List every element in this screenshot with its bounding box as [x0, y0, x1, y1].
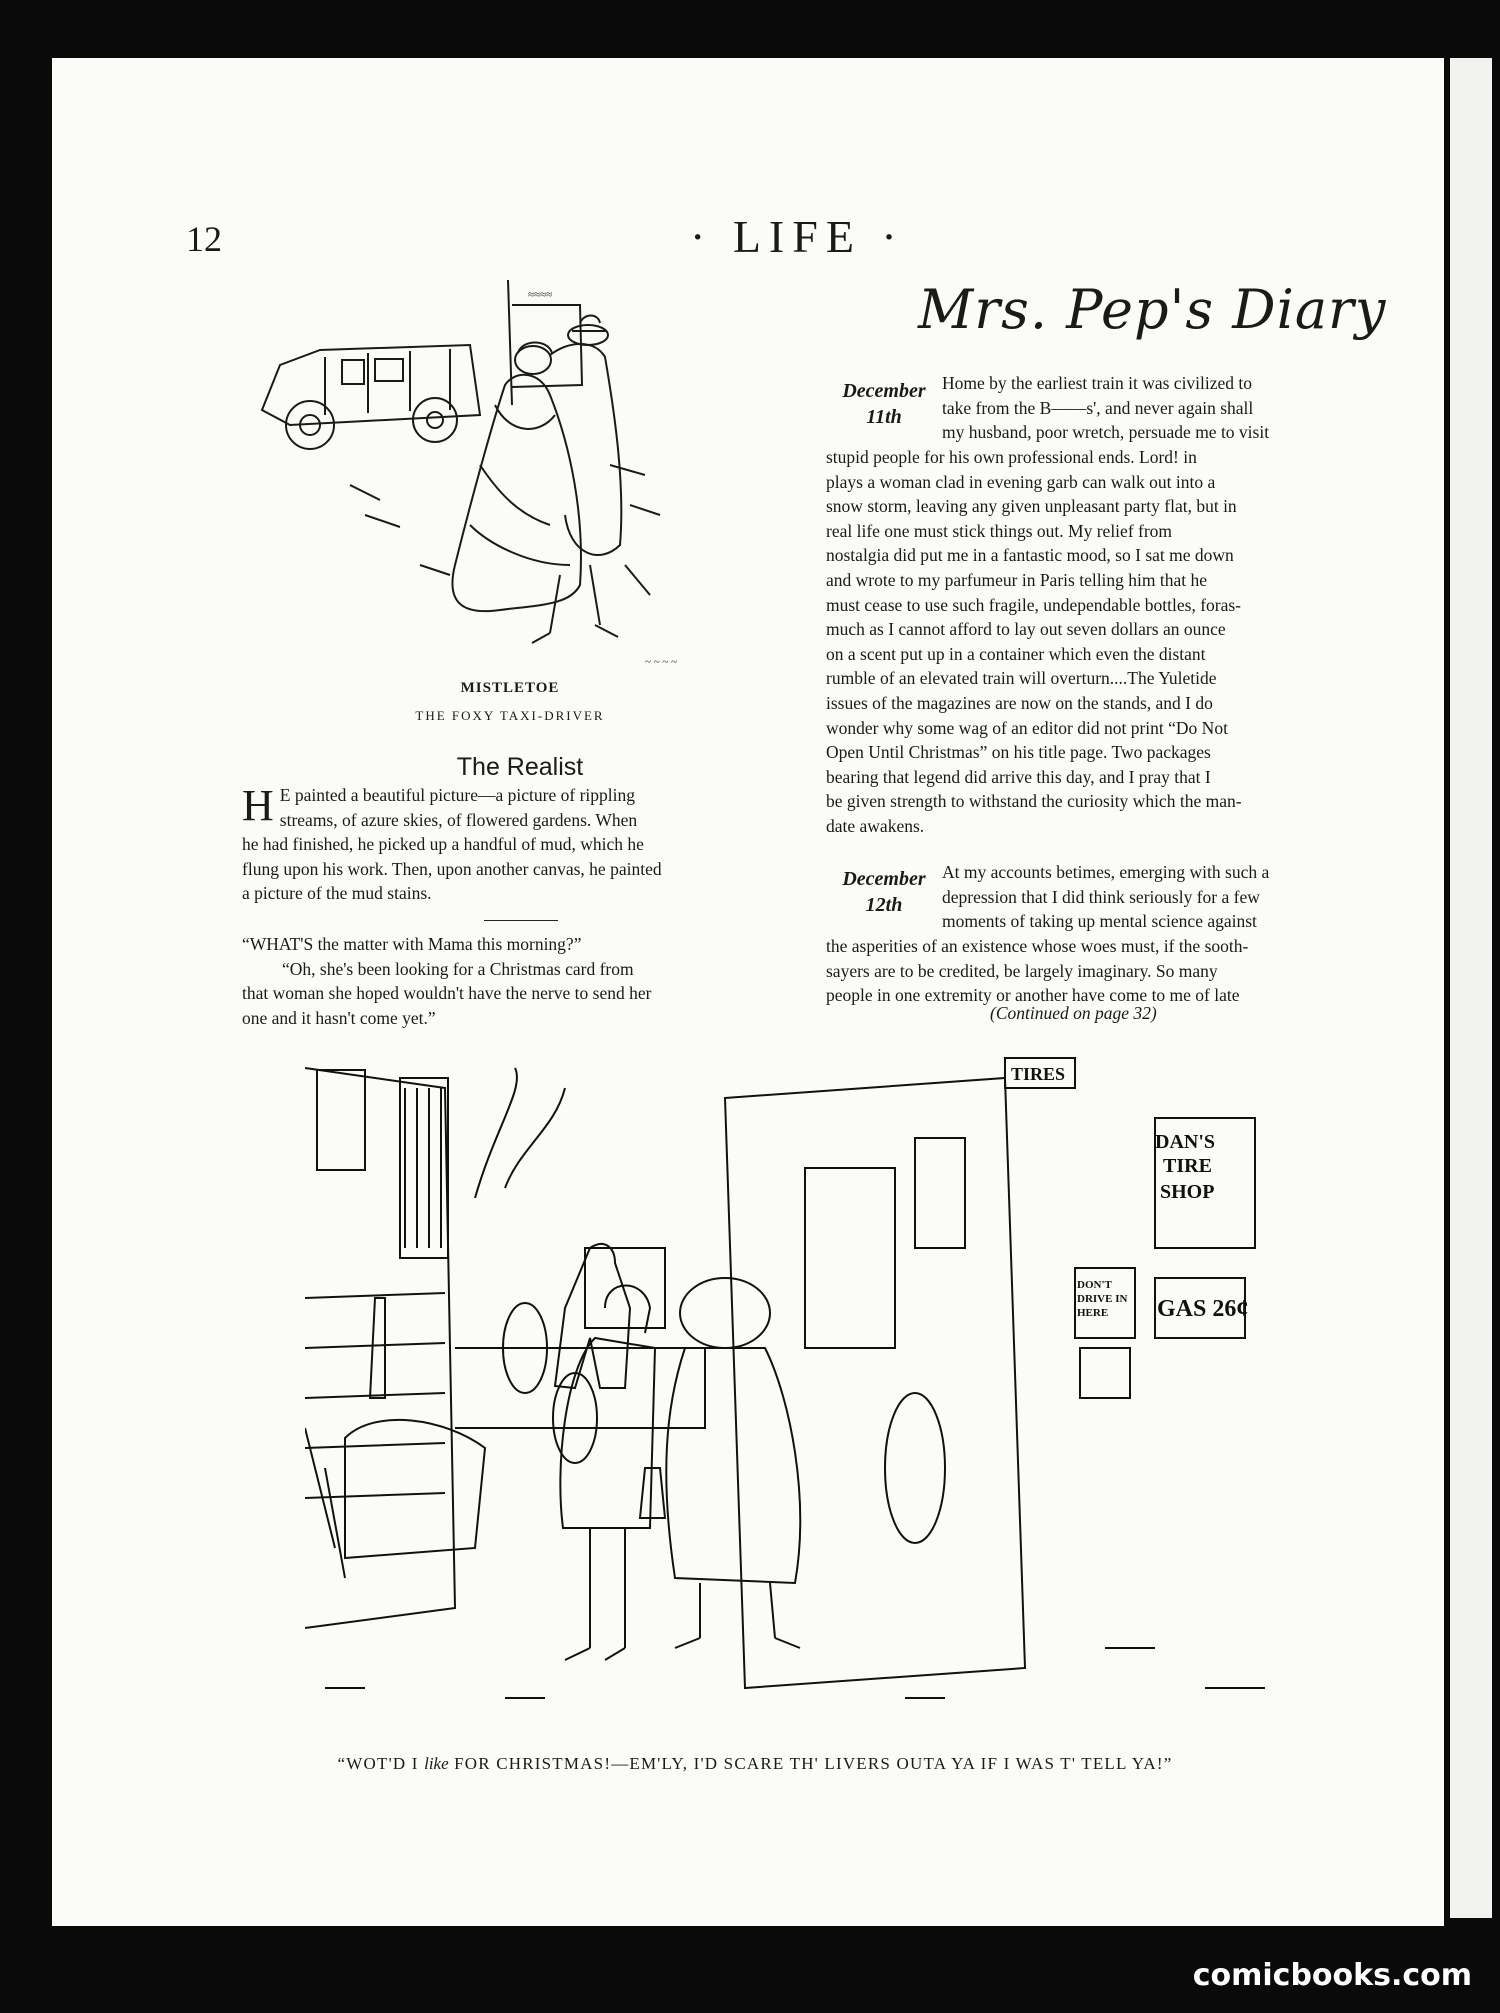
diary-line: nostalgia did put me in a fantastic mood, so I sat me down: [826, 545, 1234, 566]
diary-line: be given strength to withstand the curiosity which the man-: [826, 791, 1242, 812]
diary-entry-dec-11: [942, 371, 1360, 445]
diary-line: Open Until Christmas” on his title page. Two packages: [826, 742, 1211, 763]
svg-text:≈≈≈≈: ≈≈≈≈: [528, 289, 553, 301]
diary-line: sayers are to be credited, be largely imaginary. So many: [826, 960, 1218, 981]
taxi-cartoon-illustration: [250, 265, 780, 675]
diary-line: plays a woman clad in evening garb can walk out into a: [826, 471, 1216, 492]
facing-page-edge: [1450, 58, 1492, 1918]
diary-line: on a scent put up in a container which even the distant: [826, 643, 1206, 664]
realist-line: he had finished, he picked up a handful of mud, which he: [242, 834, 644, 855]
site-watermark: comicbooks.com: [1192, 1958, 1472, 1993]
realist-line: E painted a beautiful picture—a picture of rippling: [279, 785, 636, 805]
diary-line: Home by the earliest train it was civilized to: [942, 373, 1253, 393]
realist-dropcap: H: [242, 781, 274, 830]
diary-line: must cease to use such fragile, undependable bottles, foras-: [826, 594, 1242, 615]
diary-line: my husband, poor wretch, persuade me to visit: [942, 422, 1270, 443]
diary-line: stupid people for his own professional ends. Lord! in: [826, 447, 1197, 467]
diary-line: much as I cannot afford to lay out seven dollars an ounce: [826, 619, 1226, 640]
page-number: 12: [186, 219, 222, 259]
diary-line: the asperities of an existence whose woes must, if the sooth-: [826, 936, 1249, 956]
diary-line: moments of taking up mental science against: [942, 911, 1257, 932]
caption-end: FOR CHRISTMAS!—EM'LY, I'D SCARE TH' LIVERS OUTA YA IF I WAS T' TELL YA!”: [448, 1754, 1173, 1773]
realist-article: [242, 783, 782, 906]
diary-title: Mrs. Pep's Diary: [918, 278, 1387, 341]
diary-line: and wrote to my parfumeur in Paris telling him that he: [826, 569, 1208, 590]
diary-line: real life one must stick things out. My relief from: [826, 520, 1173, 541]
christmas-card-joke: [242, 932, 782, 1030]
joke-line: that woman she hoped wouldn't have the nerve to send her: [242, 983, 652, 1004]
diary-line: people in one extremity or another have come to me of late: [826, 985, 1240, 1006]
sign-gas-price: GAS 26¢: [1157, 1296, 1249, 1322]
svg-text:~ ~ ~ ~: ~ ~ ~ ~: [645, 656, 678, 668]
realist-line: streams, of azure skies, of flowered gardens. When: [279, 809, 638, 830]
alley-cartoon-illustration: [305, 1048, 1345, 1738]
diary-entry-dec-11-body: [826, 445, 1360, 839]
section-divider: [484, 920, 558, 921]
diary-date-dec-11: [836, 378, 932, 430]
date-month: December: [842, 380, 926, 402]
sign-dont-drive-2: DRIVE IN: [1077, 1293, 1128, 1305]
diary-line: issues of the magazines are now on the stands, and I do: [826, 692, 1213, 713]
diary-line: bearing that legend did arrive this day, and I pray that I: [826, 766, 1211, 787]
sign-dont-drive-3: HERE: [1077, 1307, 1109, 1319]
caption-emphasis: like: [424, 1754, 449, 1773]
diary-line: rumble of an elevated train will overturn....The Yuletide: [826, 668, 1217, 689]
diary-date-dec-12: [836, 866, 932, 918]
joke-line: “Oh, she's been looking for a Christmas card from: [282, 958, 634, 979]
date-month: December: [842, 868, 926, 890]
sign-tires: TIRES: [1011, 1064, 1066, 1084]
date-day: 12th: [865, 894, 903, 916]
diary-line: wonder why some wag of an editor did not print “Do Not: [826, 717, 1228, 738]
sign-tire-shop-3: SHOP: [1160, 1181, 1215, 1203]
joke-line: one and it hasn't come yet.”: [242, 1007, 436, 1028]
diary-line: take from the B——s', and never again shall: [942, 397, 1254, 418]
date-day: 11th: [866, 406, 902, 428]
diary-line: depression that I did think seriously for a few: [942, 886, 1260, 907]
diary-entry-dec-12-body: [826, 934, 1360, 1008]
realist-line: a picture of the mud stains.: [242, 883, 432, 904]
alley-cartoon-caption: [190, 1754, 1320, 1774]
taxi-cartoon-subtitle: THE FOXY TAXI-DRIVER: [415, 708, 605, 723]
continued-note: (Continued on page 32): [990, 1003, 1157, 1023]
masthead: · LIFE ·: [690, 211, 905, 262]
realist-line: flung upon his work. Then, upon another canvas, he painted: [242, 858, 662, 879]
sign-dont-drive-1: DON'T: [1077, 1279, 1112, 1291]
taxi-cartoon-title: MISTLETOE: [460, 680, 560, 696]
sign-tire-shop-1: DAN'S: [1155, 1131, 1216, 1153]
diary-line: snow storm, leaving any given unpleasant party flat, but in: [826, 496, 1237, 517]
joke-line: “WHAT'S the matter with Mama this morning?”: [242, 934, 582, 954]
realist-heading: The Realist: [456, 753, 584, 781]
diary-line: At my accounts betimes, emerging with such a: [942, 862, 1270, 882]
caption-start: “WOT'D I: [337, 1754, 425, 1773]
diary-entry-dec-12: [942, 860, 1360, 934]
diary-line: date awakens.: [826, 815, 925, 836]
sign-tire-shop-2: TIRE: [1163, 1155, 1212, 1177]
